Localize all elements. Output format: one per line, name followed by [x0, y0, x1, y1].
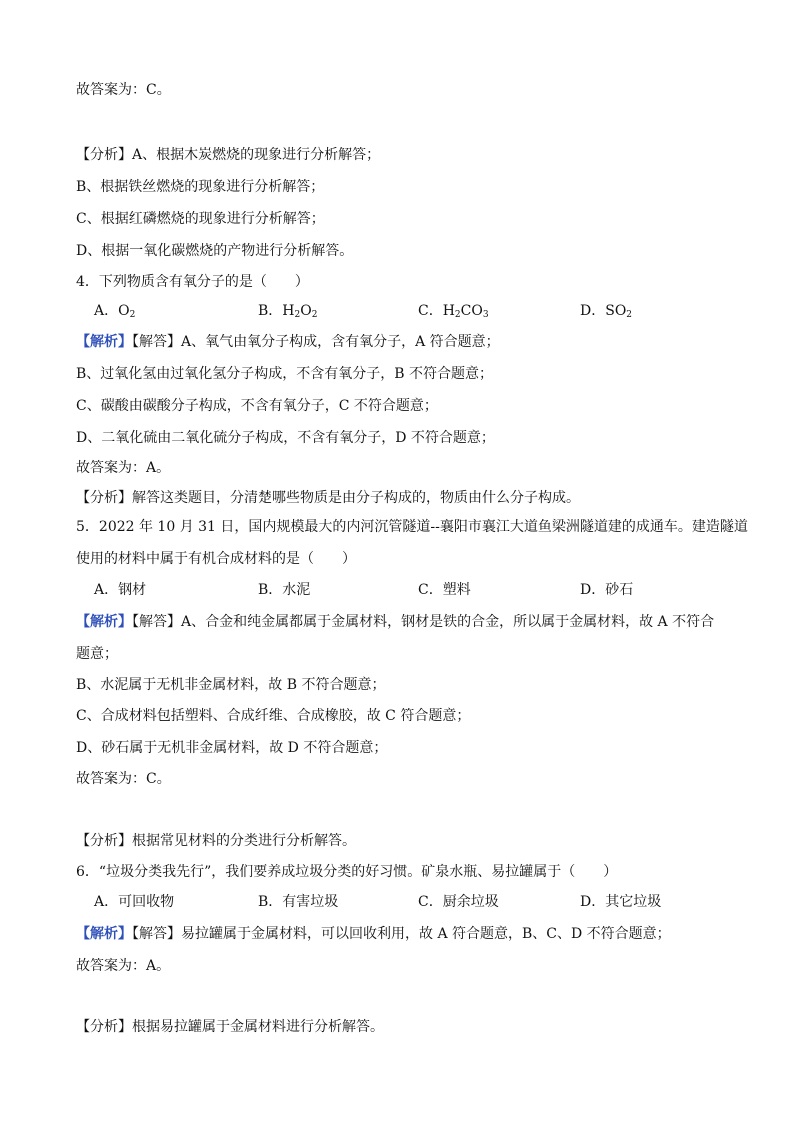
analysis-line-q3-c: C、根据红磷燃烧的现象进行分析解答； — [76, 211, 325, 227]
q5-option-a: A．钢材 — [94, 582, 147, 598]
q4-analysis: 【分析】解答这类题目，分清楚哪些物质是由分子构成的，物质由什么分子构成。 — [76, 490, 580, 506]
q4-solution-line-1: 【解析】【解答】A、氧气由氧分子构成，含有氧分子，A 符合题意； — [76, 334, 500, 350]
q4-option-a: A．$O_2$ — [94, 303, 136, 320]
q5-option-d: D．砂石 — [580, 582, 634, 598]
q6-analysis: 【分析】根据易拉罐属于金属材料进行分析解答。 — [76, 1019, 384, 1035]
q5-option-b: B．水泥 — [258, 582, 311, 598]
answer-line-q3: 故答案为：C。 — [76, 82, 171, 98]
q5-solution-line-3: C、合成材料包括塑料、合成纤维、合成橡胶，故 C 符合题意； — [76, 708, 471, 724]
analysis-line-q3-a: 【分析】A、根据木炭燃烧的现象进行分析解答； — [76, 147, 381, 163]
q6-option-a: A．可回收物 — [94, 894, 175, 910]
q5-analysis: 【分析】根据常见材料的分类进行分析解答。 — [76, 833, 356, 849]
q4-solution-line-4: D、二氧化硫由二氧化硫分子构成，不含有氧分子，D 不符合题意； — [76, 430, 495, 446]
question-6-stem: 6．“垃圾分类我先行”，我们要养成垃圾分类的好习惯。矿泉水瓶、易拉罐属于（ ） — [76, 864, 618, 880]
question-5-stem-line-2: 使用的材料中属于有机合成材料的是（ ） — [76, 551, 356, 567]
q4-option-d: D．$SO_2$ — [580, 303, 633, 320]
q6-option-b: B．有害垃圾 — [258, 894, 339, 910]
q5-solution-line-4: D、砂石属于无机非金属材料，故 D 不符合题意； — [76, 740, 388, 756]
q4-solution-line-2: B、过氧化氢由过氧化氢分子构成，不含有氧分子，B 不符合题意； — [76, 366, 494, 382]
q6-solution-line-1: 【解析】【解答】易拉罐属于金属材料，可以回收利用，故 A 符合题意，B、C、D 不符合题意； — [76, 926, 671, 942]
analysis-tag: 【解析】 — [76, 926, 132, 942]
q6-option-c: C．厨余垃圾 — [418, 894, 499, 910]
analysis-line-q3-d: D、根据一氧化碳燃烧的产物进行分析解答。 — [76, 243, 354, 259]
analysis-line-q3-b: B、根据铁丝燃烧的现象进行分析解答； — [76, 179, 325, 195]
q6-answer: 故答案为：A。 — [76, 958, 171, 974]
q4-option-b: B．$H_2O_2$ — [258, 303, 318, 320]
q5-solution-line-1: 【解析】【解答】A、合金和纯金属都属于金属材料，钢材是铁的合金，所以属于金属材料，故 A 不符合 — [76, 614, 715, 630]
analysis-tag: 【解析】 — [76, 614, 132, 630]
q4-answer: 故答案为：A。 — [76, 460, 171, 476]
question-4-stem: 4．下列物质含有氧分子的是（ ） — [76, 274, 309, 290]
q5-option-c: C．塑料 — [418, 582, 471, 598]
q5-answer: 故答案为：C。 — [76, 771, 171, 787]
q5-solution-line-2: B、水泥属于无机非金属材料，故 B 不符合题意； — [76, 677, 386, 693]
q5-solution-line-1b: 题意； — [76, 646, 118, 662]
analysis-tag: 【解析】 — [76, 334, 132, 350]
q4-option-c: C．$H_2CO_3$ — [418, 303, 489, 320]
q4-solution-line-3: C、碳酸由碳酸分子构成，不含有氧分子，C 不符合题意； — [76, 398, 438, 414]
q6-option-d: D．其它垃圾 — [580, 894, 662, 910]
question-5-stem-line-1: 5．2022 年 10 月 31 日，国内规模最大的内河沉管隧道--襄阳市襄江大道鱼梁洲隧道建的成通车。建造隧道 — [76, 519, 748, 535]
